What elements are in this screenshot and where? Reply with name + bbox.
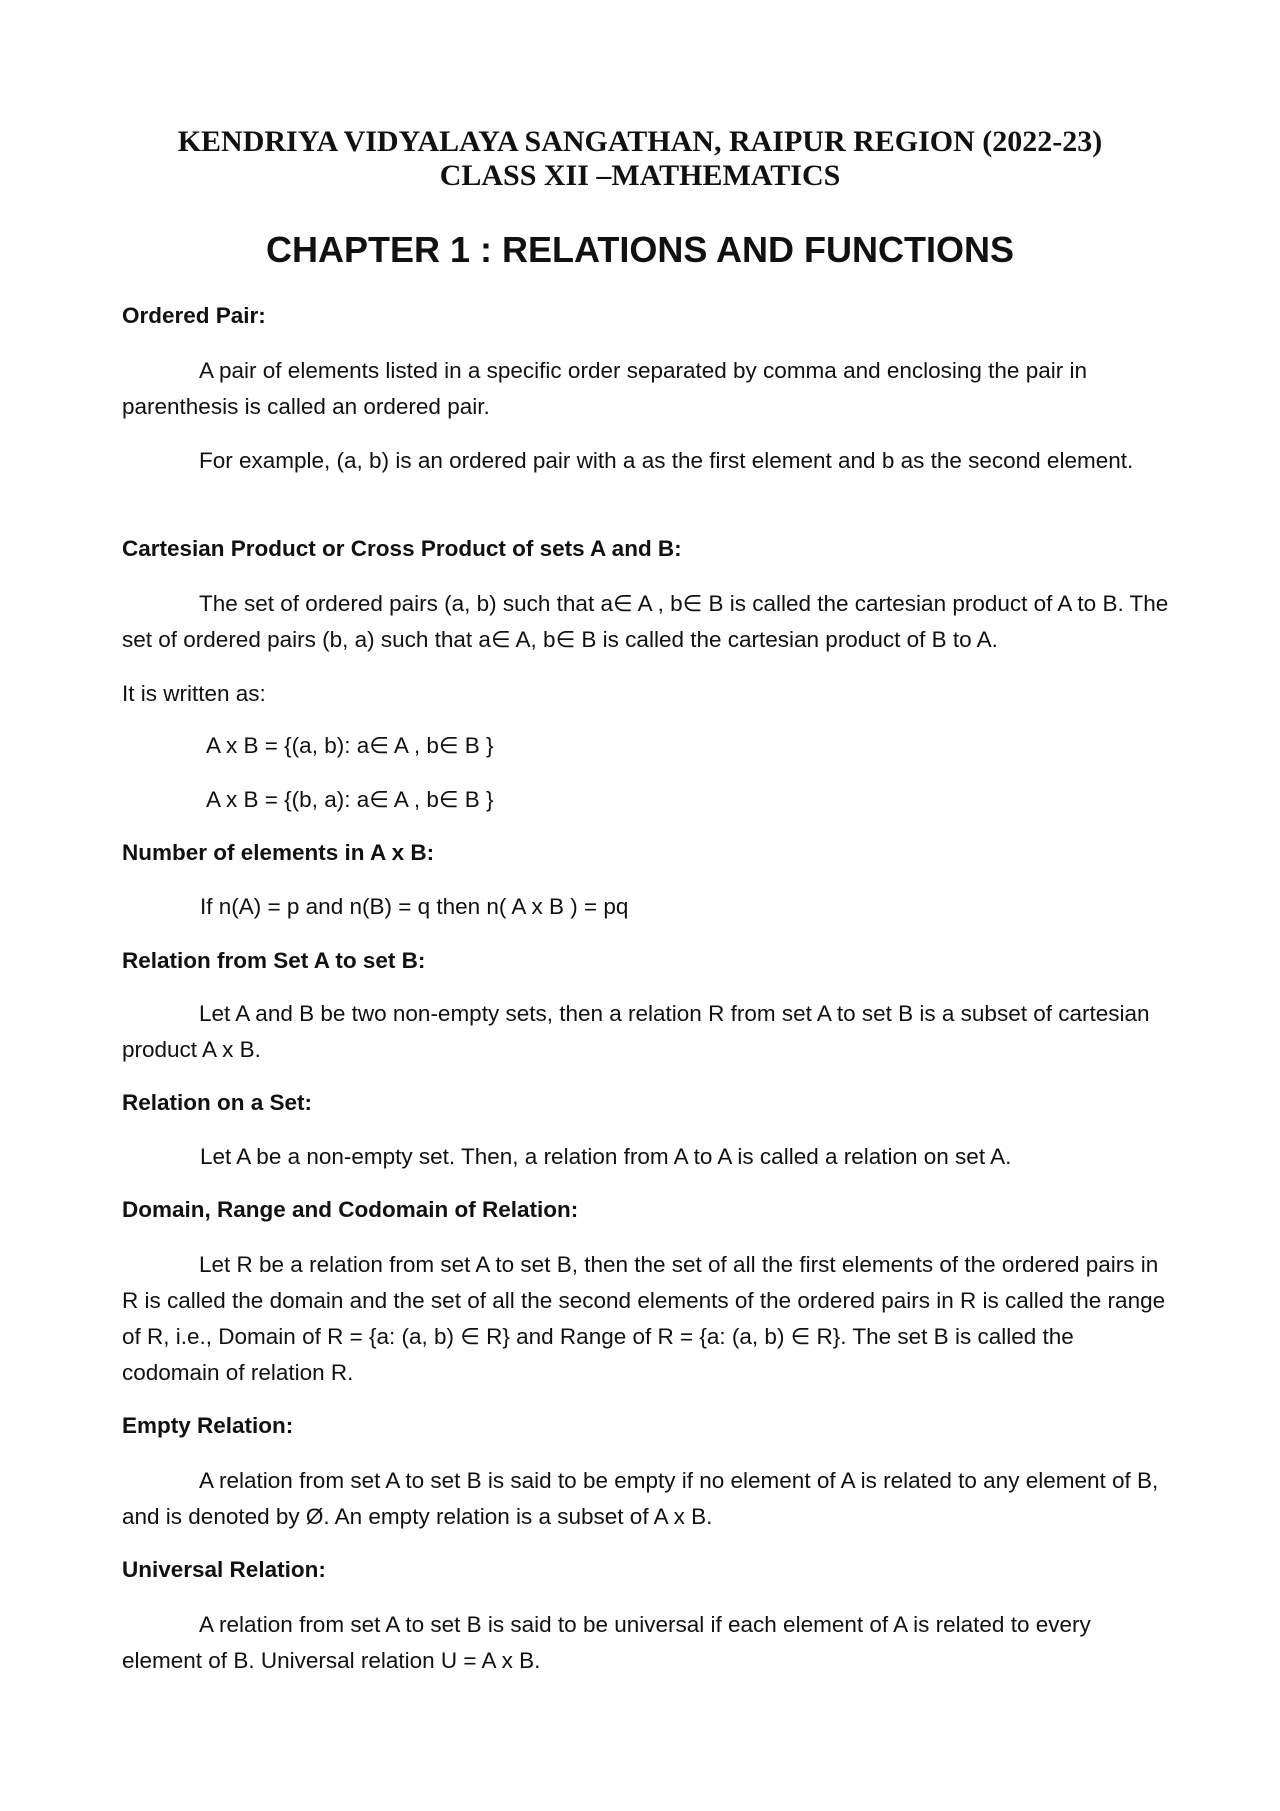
number-of-elements-formula: If n(A) = p and n(B) = q then n( A x B ) = pq <box>200 894 629 919</box>
ordered-pair-heading: Ordered Pair: <box>122 303 266 328</box>
relation-on-set-definition: Let A be a non-empty set. Then, a relation from A to A is called a relation on set A. <box>200 1144 1012 1169</box>
relation-a-to-b-definition: Let A and B be two non-empty sets, then a relation R from set A to set B is a subset of cartesian product A x B. <box>122 1001 1150 1062</box>
written-as-label: It is written as: <box>122 681 266 706</box>
universal-relation-definition: A relation from set A to set B is said to be universal if each element of A is related to every element of B. Universal relation U = A x B. <box>122 1612 1091 1673</box>
ordered-pair-definition: A pair of elements listed in a specific order separated by comma and enclosing the pair in parenthesis is called an ordered pair. <box>122 358 1087 419</box>
relation-a-to-b-heading: Relation from Set A to set B: <box>122 948 426 973</box>
number-of-elements-heading: Number of elements in A x B: <box>122 840 435 865</box>
class-subject-header: CLASS XII –MATHEMATICS <box>439 159 841 192</box>
cartesian-product-heading: Cartesian Product or Cross Product of sets A and B: <box>122 536 682 561</box>
school-header: KENDRIYA VIDYALAYA SANGATHAN, RAIPUR REGION (2022-23) <box>177 125 1103 158</box>
universal-relation-heading: Universal Relation: <box>122 1557 326 1582</box>
empty-relation-definition: A relation from set A to set B is said to be empty if no element of A is related to any element of B, and is denoted by Ø. An empty relation is a subset of A x B. <box>122 1468 1159 1529</box>
ordered-pair-example: For example, (a, b) is an ordered pair with a as the first element and b as the second element. <box>199 448 1134 473</box>
chapter-title: CHAPTER 1 : RELATIONS AND FUNCTIONS <box>265 229 1014 270</box>
cartesian-product-definition: The set of ordered pairs (a, b) such that a∈ A , b∈ B is called the cartesian product of A to B. The set of ordered pairs (b, a) such that a∈ A, b∈ B is called the cartesian product of B to A. <box>122 591 1169 652</box>
relation-on-set-heading: Relation on a Set: <box>122 1090 313 1115</box>
formula-b-cross-a: A x B = {(b, a): a∈ A , b∈ B } <box>206 787 494 812</box>
domain-range-definition: Let R be a relation from set A to set B, then the set of all the first elements of the ordered pairs in R is called the domain and the set of all the second elements of the ordered pairs in R is called the range of R, i.e., Domain of R = {a: (a, b) ∈ R} and Range of R = {a: (a, b) ∈ R}. The set B is called the codomain of relation R. <box>122 1252 1166 1385</box>
empty-relation-heading: Empty Relation: <box>122 1413 294 1438</box>
formula-a-cross-b: A x B = {(a, b): a∈ A , b∈ B } <box>206 733 494 758</box>
domain-range-heading: Domain, Range and Codomain of Relation: <box>122 1197 579 1222</box>
